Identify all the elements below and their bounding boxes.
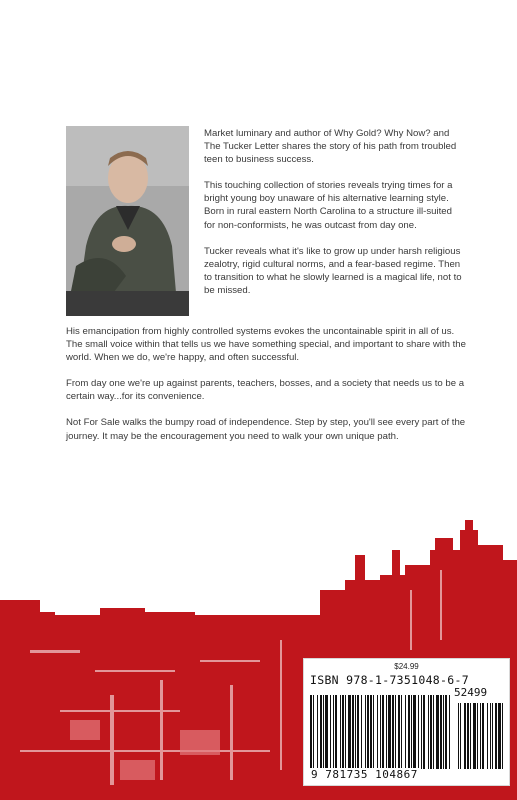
description-paragraph: From day one we're up against parents, teachers, bosses, and a society that needs us to be a certain way...for its convenience. bbox=[66, 378, 465, 403]
back-cover-description bbox=[66, 325, 466, 456]
isbn-barcode bbox=[303, 658, 510, 786]
description-paragraph: His emancipation from highly controlled systems evokes the uncontainable spirit in all of us. The small voice within that tells us we have something special, and important to share with the world. When we do, we're happy, and often successful. bbox=[66, 326, 466, 364]
ean-digits: 9 781735 104867 bbox=[311, 768, 418, 781]
price-label: $24.99 bbox=[394, 662, 419, 671]
barcode-bars bbox=[310, 687, 504, 771]
author-bio bbox=[204, 127, 462, 310]
bio-paragraph: Market luminary and author of Why Gold? Why Now? and The Tucker Letter shares the story of his path from troubled teen to business success. bbox=[204, 128, 457, 166]
author-photo bbox=[66, 126, 189, 316]
bio-paragraph: This touching collection of stories reveals trying times for a bright young boy unaware of his alternative learning style. Born in rural eastern North Carolina to a structure ill-suited for non-conformists, he was outcast from day one. bbox=[204, 180, 453, 231]
description-paragraph: Not For Sale walks the bumpy road of independence. Step by step, you'll see every part of the journey. It may be the encouragement you need to walk your own unique path. bbox=[66, 417, 466, 442]
addon-code: 52499 bbox=[454, 686, 488, 699]
isbn-label: ISBN 978-1-7351048-6-7 bbox=[310, 673, 469, 687]
bio-paragraph: Tucker reveals what it's like to grow up under harsh religious zealotry, rigid cultural norms, and a fear-based regime. Then to transition to what he slowly learned is a magical life, not to be missed. bbox=[204, 245, 462, 296]
